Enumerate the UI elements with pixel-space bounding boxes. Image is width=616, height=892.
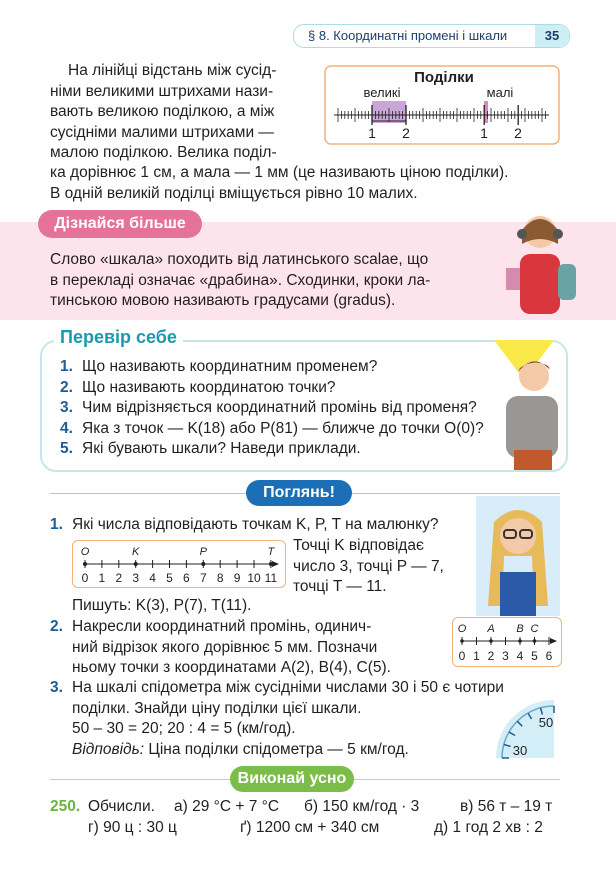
girl-glasses-illustration: [476, 496, 560, 616]
item-text: Яка з точок — K(18) або P(81) — ближче до точки O(0)?: [82, 419, 484, 437]
axis-point: [201, 562, 205, 566]
axis-tick-label: 5: [166, 571, 173, 585]
axis-tick-label: 2: [115, 571, 123, 585]
task-g-alt: ґ) 1200 см + 340 см: [240, 819, 380, 836]
axis-tick-label: 6: [545, 649, 553, 663]
learn-more-text: [50, 250, 490, 312]
answer-line: число 3, точці P — 7,: [293, 557, 444, 575]
example-3-line: 50 – 30 = 20; 20 : 4 = 5 (км/год).: [72, 720, 296, 737]
example-text: Накресли координатний промінь, одинич-: [72, 618, 372, 635]
axis-tick-label: 8: [216, 571, 224, 585]
intro-line: малою поділкою. Велика поділ-: [50, 144, 277, 161]
task-v: в) 56 т – 19 т: [460, 798, 553, 815]
example-1-question: [50, 515, 470, 536]
example-2: [50, 617, 450, 679]
axis-tick-label: 2: [487, 649, 495, 663]
item-text: Що називають координатним променем?: [82, 358, 378, 375]
example-2-line: [50, 617, 450, 638]
axis-point: [489, 639, 493, 643]
axis-point: [533, 639, 537, 643]
axis-tick-label: 1: [98, 571, 106, 585]
axis-point-label: A: [487, 623, 495, 635]
axis-point: [83, 562, 87, 566]
task-b: б) 150 км/год · 3: [304, 798, 420, 815]
axis-point-label: C: [530, 623, 539, 635]
answer-line: точці T — 11.: [293, 578, 387, 595]
big-division-label: великі: [363, 85, 401, 100]
axis-tick-label: 4: [516, 649, 524, 663]
speedometer-illustration: [492, 700, 560, 760]
intro-tail: [50, 163, 580, 204]
example-1-answer: [293, 536, 465, 598]
ruler-title: Поділки: [414, 69, 474, 86]
check-item: [60, 378, 520, 399]
task-a: а) 29 °С + 7 °С: [174, 798, 280, 815]
page-number: 35: [535, 25, 569, 47]
exercise-number: 250.: [50, 798, 81, 815]
item-text: Що називають координатою точки?: [82, 378, 336, 396]
axis-point: [518, 639, 522, 643]
ruler-label: 2: [402, 125, 410, 141]
intro-line: На лінійці відстань між сусід-: [68, 62, 277, 79]
axis-point: [134, 562, 138, 566]
axis-point-label: T: [267, 546, 275, 558]
girl-headphones-illustration: [498, 204, 580, 318]
answer-label: Відповідь:: [72, 740, 145, 758]
example-number: 3.: [50, 679, 63, 696]
answer-text: Ціна поділки спідометра — 5 км/год.: [144, 740, 409, 758]
exercise-250: [50, 797, 570, 839]
learn-more-tab: Дізнайся більше: [38, 210, 202, 238]
axis-tick-label: 1: [473, 649, 480, 663]
axis-tick-label: 4: [149, 571, 156, 585]
axis-tick-label: 0: [81, 571, 89, 585]
check-item: [60, 398, 520, 419]
example-text: Які числа відповідають точкам K, P, T на малюнку?: [72, 516, 439, 533]
answer-line: Точці K відповідає: [293, 537, 424, 554]
check-yourself-title: Перевір себе: [54, 327, 183, 348]
axis-point: [269, 562, 273, 566]
axis-point-label: P: [199, 546, 207, 558]
look-tab: Поглянь!: [246, 480, 352, 506]
axis-1-marks: [81, 546, 278, 585]
axis-tick-label: 5: [531, 649, 538, 663]
example-3-line: поділки. Знайди ціну поділки цієї шкали.: [72, 699, 362, 717]
example-text: На шкалі спідометра між сусідніми числами 30 і 50 є чотири: [72, 679, 504, 696]
example-1-notation: Пишуть: K(3), P(7), T(11).: [72, 597, 252, 614]
item-text: Які бувають шкали? Наведи приклади.: [82, 440, 361, 457]
axis-box-2: [452, 617, 562, 667]
intro-paragraph: [50, 61, 320, 164]
axis-point-label: O: [457, 623, 467, 635]
section-title: § 8. Координатні промені і шкали: [308, 28, 508, 43]
ruler-label: 1: [480, 125, 488, 141]
exercise-lead: Обчисли.: [88, 798, 155, 815]
learn-more-line: Слово «шкала» походить від латинського scalae, що: [50, 251, 429, 268]
example-number: 2.: [50, 618, 63, 635]
axis-tick-label: 3: [132, 571, 140, 585]
learn-more-line: тинською мовою називають градусами (gradus).: [50, 292, 396, 309]
intro-line: німи великими штрихами нази-: [50, 82, 274, 100]
intro-line: В одній великій поділці вміщується рівно 10 малих.: [50, 184, 418, 202]
item-number: 3.: [60, 399, 73, 416]
axis-tick-label: 7: [199, 571, 207, 585]
axis-box-1: [72, 540, 286, 588]
item-text: Чим відрізняється координатний промінь від променя?: [82, 399, 477, 416]
intro-line: сусідніми малими штрихами —: [50, 123, 274, 141]
intro-line: вають великою поділкою, а між: [50, 103, 275, 120]
axis-2-marks: [458, 623, 553, 663]
learn-more-line: в перекладі означає «драбина». Сходинки, кроки ла-: [50, 271, 431, 289]
speed-label-30: 30: [512, 743, 528, 758]
oral-tab: Виконай усно: [230, 766, 354, 792]
intro-line: ка дорівнює 1 см, а мала — 1 мм (це називають ціною поділки).: [50, 164, 509, 181]
ruler-label: 2: [514, 125, 522, 141]
item-number: 1.: [60, 358, 73, 375]
example-number: 1.: [50, 516, 63, 533]
axis-tick-label: 3: [502, 649, 509, 663]
example-2-line: ний відрізок якого дорівнює 5 мм. Позначи: [72, 638, 378, 656]
example-3-line: [50, 678, 570, 699]
check-item: [60, 357, 520, 378]
ruler-figure: [324, 65, 560, 145]
example-2-line: ньому точки з координатами A(2), B(4), C(5).: [72, 659, 391, 676]
item-number: 4.: [60, 419, 73, 437]
boy-pointing-illustration: [494, 340, 570, 470]
task-g: г) 90 ц : 30 ц: [88, 819, 177, 836]
page-header: [293, 24, 570, 48]
check-list: [60, 357, 520, 460]
axis-point-label: K: [132, 546, 140, 558]
axis-point-label: B: [516, 623, 524, 635]
check-item: [60, 439, 520, 460]
axis-tick-label: 9: [233, 571, 241, 585]
ruler-label: 1: [368, 125, 376, 141]
axis-point: [460, 639, 464, 643]
axis-tick-label: 0: [458, 649, 466, 663]
task-d: д) 1 год 2 хв : 2: [434, 819, 543, 836]
axis-tick-label: 6: [183, 571, 190, 585]
item-number: 5.: [60, 440, 73, 457]
axis-tick-label: 10: [247, 571, 261, 585]
axis-point-label: O: [80, 546, 90, 558]
axis-tick-label: 11: [264, 571, 278, 585]
item-number: 2.: [60, 378, 73, 396]
check-item: [60, 419, 520, 440]
coordinate-ray-1: [73, 541, 285, 587]
small-division-label: малі: [486, 85, 514, 100]
coordinate-ray-2: [453, 618, 561, 666]
speed-label-50: 50: [538, 715, 554, 730]
